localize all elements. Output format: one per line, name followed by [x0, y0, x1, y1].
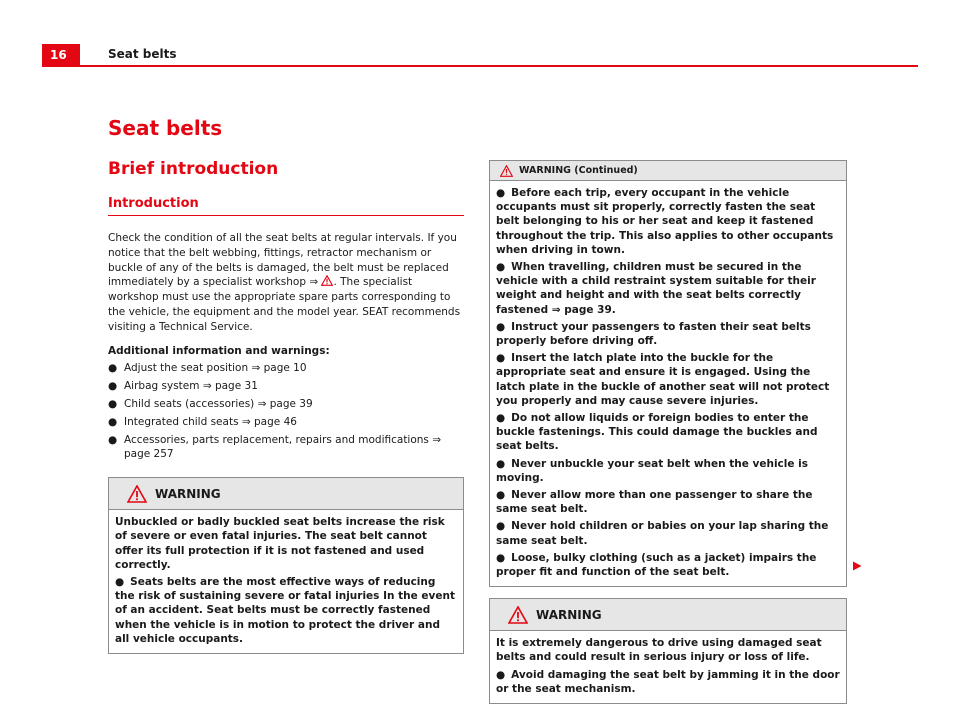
warning-header	[490, 161, 846, 181]
warning-continued-box	[489, 160, 847, 587]
warning-bullet-text: Loose, bulky clothing (such as a jacket) impairs the proper fit and function of the seat belt.	[496, 551, 817, 579]
link-text[interactable]: Airbag system ⇒ page 31	[124, 380, 258, 393]
warning-bullet	[496, 411, 840, 454]
warning-bullet-text: Avoid damaging the seat belt by jamming it in the door or the seat mechanism.	[496, 668, 840, 695]
warning-bullet	[496, 519, 840, 547]
bullet: ●	[496, 457, 506, 470]
page-number: 16	[42, 44, 80, 66]
section-title: Brief introduction	[108, 159, 279, 179]
bullet: ●	[496, 551, 506, 564]
warning-text: It is extremely dangerous to drive using damaged seat belts and could result in serious injury or loss of life.	[496, 637, 822, 664]
warning-body	[109, 510, 463, 653]
warning-header	[109, 478, 463, 510]
bullet: ●	[115, 575, 125, 588]
link-text[interactable]: Child seats (accessories) ⇒ page 39	[124, 397, 313, 410]
warning-triangle-icon[interactable]	[321, 275, 333, 286]
right-column	[489, 160, 847, 704]
reference-list	[108, 361, 464, 462]
subsection-title: Introduction	[108, 196, 464, 216]
bullet: ●	[496, 668, 506, 681]
bullet: ●	[108, 362, 118, 375]
warning-bullet-text: Do not allow liquids or foreign bodies to enter the buckle fastenings. This could damage the buckles and seat belts.	[496, 412, 818, 453]
bullet: ●	[108, 380, 118, 393]
list-item[interactable]	[108, 415, 464, 430]
warning-title: WARNING (Continued)	[519, 165, 638, 176]
warning-triangle-icon	[500, 165, 513, 177]
intro-text-end: . The specialist workshop must use the appropriate spare parts corresponding to the vehicle, the equipment and the model year. SEAT recommends visiting a Technical Service.	[108, 276, 461, 333]
warning-bullet	[496, 457, 840, 485]
bullet: ●	[496, 187, 506, 199]
warning-box	[108, 477, 464, 654]
warning-bullet	[496, 186, 840, 257]
warning-bullet-text: Never allow more than one passenger to share the same seat belt.	[496, 489, 813, 516]
intro-text-start: Check the condition of all the seat belts at regular intervals. If you notice that the belt webbing, fittings, retractor mechanism or buckle of any of the belts is damaged, the belt must be replaced immediately by a specialist workshop ⇒	[108, 232, 457, 289]
warning-bullet	[496, 351, 840, 408]
bullet: ●	[496, 352, 506, 365]
running-head: Seat belts	[108, 47, 177, 61]
bullet: ●	[496, 489, 506, 502]
page-header	[42, 44, 918, 66]
warning-body	[490, 631, 846, 703]
bullet: ●	[108, 415, 118, 428]
warning-bullet-text: Insert the latch plate into the buckle for the appropriate seat and ensure it is engaged. Using the latch plate in the buckle of another seat will not protect you properly and may cause severe injuries.	[496, 352, 830, 407]
list-item[interactable]	[108, 397, 464, 412]
warning-text: Unbuckled or badly buckled seat belts increase the risk of severe or even fatal injuries. The seat belt cannot offer its full protection if it is not fastened and used correctly.	[115, 516, 445, 571]
continue-arrow-icon[interactable]	[852, 561, 862, 571]
warning-triangle-icon	[127, 485, 147, 503]
warning-box	[489, 598, 847, 704]
link-text[interactable]: Accessories, parts replacement, repairs and modifications ⇒ page 257	[124, 433, 442, 461]
chapter-title: Seat belts	[108, 116, 223, 140]
bullet: ●	[108, 397, 118, 410]
warning-bullet-text: Never unbuckle your seat belt when the vehicle is moving.	[496, 457, 809, 484]
warning-title: WARNING	[536, 607, 602, 622]
bullet: ●	[108, 433, 118, 446]
warning-title: WARNING	[155, 486, 221, 501]
warning-bullet-text: Before each trip, every occupant in the vehicle occupants must sit properly, correctly fasten the seat belt belonging to his or her seat and keep it fastened throughout the trip. This also applies to other occupants when driving in town.	[496, 187, 834, 256]
left-column	[108, 112, 464, 654]
warning-triangle-icon	[508, 606, 528, 624]
list-item[interactable]	[108, 361, 464, 376]
bullet: ●	[496, 412, 506, 425]
warning-bullet-text: When travelling, children must be secured in the vehicle with a child restraint system suitable for their weight and height and with the seat belts correctly fastened ⇒ page 39.	[496, 261, 816, 316]
link-text[interactable]: Integrated child seats ⇒ page 46	[124, 415, 297, 428]
warning-body	[490, 181, 846, 586]
link-text[interactable]: Adjust the seat position ⇒ page 10	[124, 362, 307, 375]
additional-info-heading: Additional information and warnings:	[108, 344, 330, 357]
intro-paragraph	[108, 231, 464, 335]
warning-bullet-text: Seats belts are the most effective ways of reducing the risk of sustaining severe or fatal injuries In the event of an accident. Seat belts must be correctly fastened when the vehicle is in motion to protect the driver and all vehicle occupants.	[115, 575, 455, 645]
warning-bullet-text: Instruct your passengers to fasten their seat belts properly before driving off.	[496, 320, 811, 348]
header-rule	[42, 65, 918, 67]
list-item[interactable]	[108, 379, 464, 394]
warning-bullet	[496, 668, 840, 696]
warning-bullet	[115, 575, 457, 646]
list-item[interactable]	[108, 433, 464, 463]
bullet: ●	[496, 261, 506, 274]
warning-bullet	[496, 320, 840, 348]
bullet: ●	[496, 320, 506, 333]
warning-bullet	[496, 488, 840, 516]
bullet: ●	[496, 520, 506, 533]
warning-bullet	[496, 260, 840, 317]
warning-bullet	[496, 551, 840, 579]
warning-header	[490, 599, 846, 631]
warning-bullet-text: Never hold children or babies on your lap sharing the same seat belt.	[496, 520, 829, 547]
